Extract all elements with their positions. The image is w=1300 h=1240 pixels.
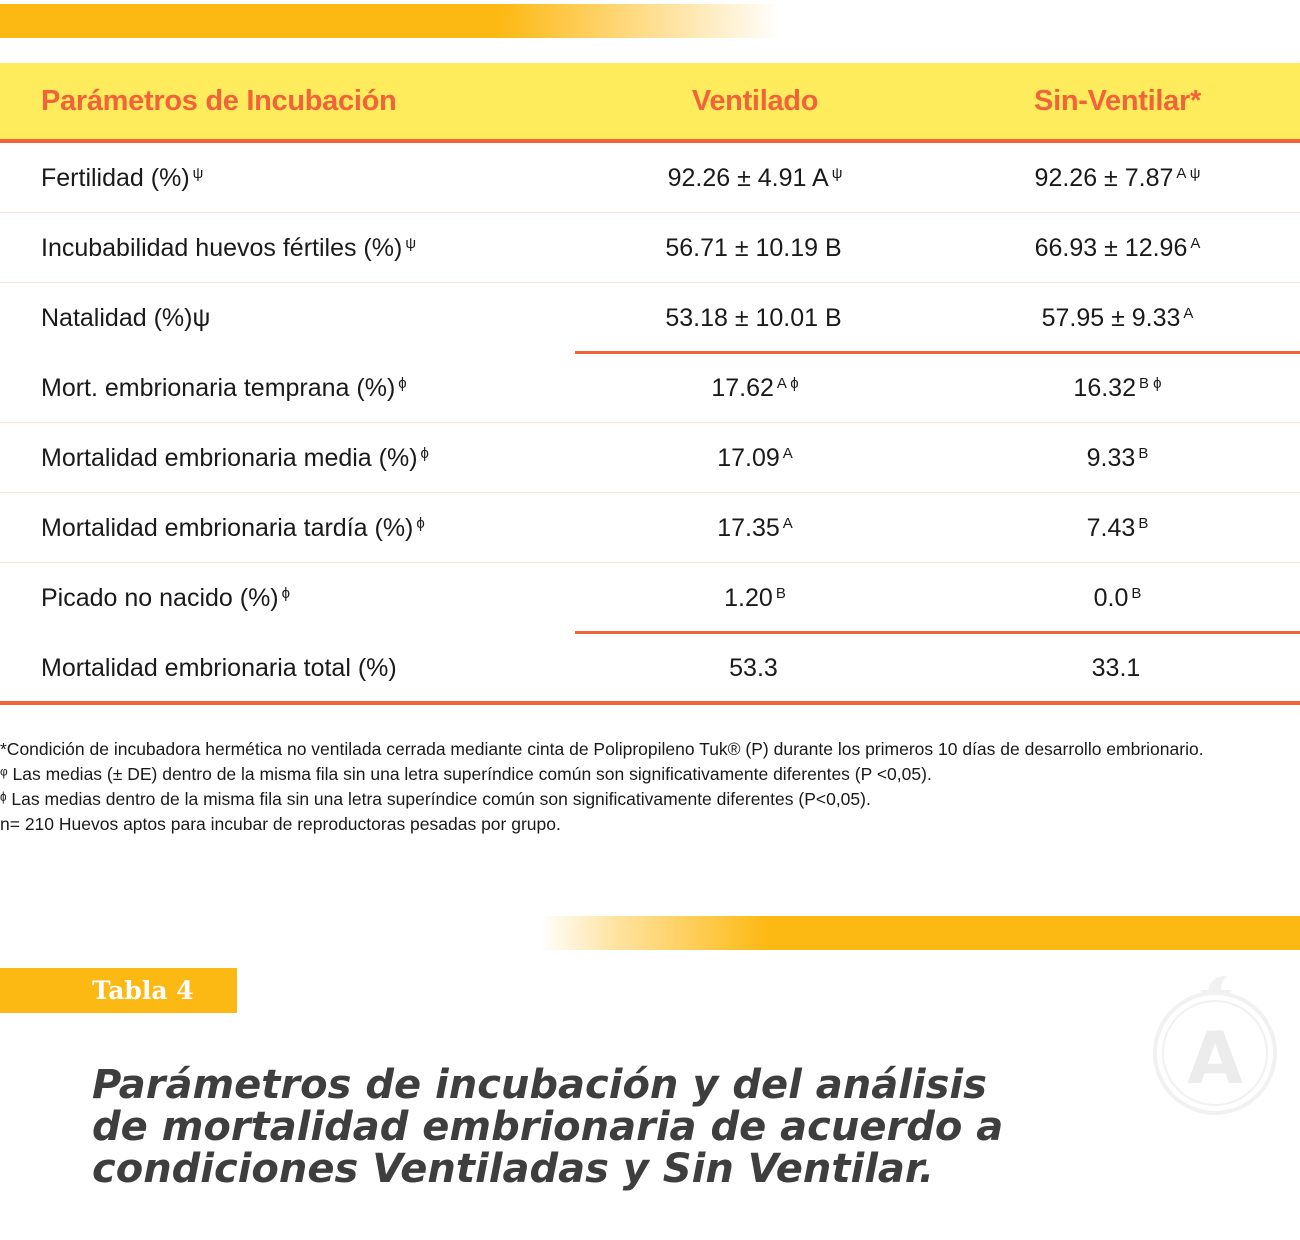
row-param-text: Mortalidad embrionaria media (%)	[41, 443, 418, 472]
row-ventilado-text: 53.3	[729, 653, 778, 682]
row-sin-ventilar-superscript: A	[1190, 234, 1201, 252]
bottom-decorative-bar	[540, 916, 1300, 950]
row-ventilado-text: 17.09	[717, 443, 780, 472]
table-header	[0, 63, 1300, 143]
table-row	[0, 213, 1300, 283]
caption-line-3: condiciones Ventiladas y Sin Ventilar.	[92, 1146, 935, 1192]
row-sin-ventilar-superscript: A	[1183, 304, 1194, 322]
top-decorative-bar	[0, 4, 780, 38]
footnote-n: n= 210 Huevos aptos para incubar de reproductoras pesadas por grupo.	[0, 814, 561, 834]
table-caption	[92, 1062, 1004, 1192]
watermark-logo-icon	[1150, 955, 1280, 1120]
row-ventilado	[575, 444, 935, 473]
row-ventilado-text: 17.35	[717, 513, 780, 542]
row-param-text: Fertilidad (%)	[41, 163, 190, 192]
row-sin-ventilar-superscript: B	[1138, 514, 1149, 532]
row-sin-ventilar	[935, 654, 1300, 683]
row-ventilado	[575, 584, 935, 613]
row-ventilado	[575, 374, 935, 403]
row-sin-ventilar	[935, 164, 1300, 193]
row-sin-ventilar-superscript: B ϕ	[1138, 374, 1162, 392]
row-ventilado-text: 92.26 ± 4.91 A	[667, 163, 829, 192]
row-sin-ventilar	[935, 514, 1300, 543]
incubation-table	[0, 63, 1300, 703]
table-row	[0, 493, 1300, 563]
table-body	[0, 143, 1300, 703]
row-sin-ventilar-text: 0.0	[1093, 583, 1129, 612]
row-ventilado	[575, 654, 935, 683]
header-parametros: Parámetros de Incubación	[41, 84, 397, 117]
row-param-text: Incubabilidad huevos fértiles (%)	[41, 233, 403, 262]
row-ventilado	[575, 164, 935, 193]
row-sin-ventilar-text: 7.43	[1086, 513, 1136, 542]
row-param-superscript: ϕ	[416, 514, 425, 532]
table-row	[0, 423, 1300, 493]
row-sin-ventilar-text: 92.26 ± 7.87	[1034, 163, 1174, 192]
row-param	[0, 164, 575, 193]
row-param	[0, 304, 575, 333]
logo-letter: A	[1187, 1016, 1243, 1100]
table-row	[0, 283, 1300, 353]
row-ventilado	[575, 234, 935, 263]
row-param-text: Natalidad (%)ψ	[41, 303, 211, 332]
table-row	[0, 633, 1300, 703]
row-param-superscript: ϕ	[420, 444, 429, 462]
row-param	[0, 234, 575, 263]
row-sin-ventilar	[935, 584, 1300, 613]
tabla-label: Tabla 4	[0, 968, 237, 1013]
row-ventilado-superscript: A	[782, 444, 793, 462]
row-param	[0, 654, 575, 683]
caption-line-2: de mortalidad embrionaria de acuerdo a	[92, 1104, 1004, 1150]
row-ventilado-superscript: ψ	[831, 164, 843, 182]
row-param-text: Mortalidad embrionaria total (%)	[41, 653, 397, 682]
row-param-text: Picado no nacido (%)	[41, 583, 279, 612]
row-sin-ventilar-text: 57.95 ± 9.33	[1041, 303, 1181, 332]
row-param	[0, 444, 575, 473]
row-ventilado-text: 53.18 ± 10.01 B	[665, 303, 842, 332]
header-sin-ventilar: Sin-Ventilar*	[1034, 84, 1201, 117]
header-ventilado: Ventilado	[691, 84, 819, 117]
row-ventilado-superscript: A	[782, 514, 793, 532]
row-sin-ventilar	[935, 234, 1300, 263]
row-ventilado-superscript: A ϕ	[776, 374, 799, 392]
row-sin-ventilar-text: 9.33	[1086, 443, 1136, 472]
row-sin-ventilar	[935, 374, 1300, 403]
row-ventilado-text: 17.62	[711, 373, 774, 402]
row-sin-ventilar-text: 33.1	[1091, 653, 1141, 682]
row-ventilado-superscript: B	[775, 584, 786, 602]
row-sin-ventilar-text: 16.32	[1073, 373, 1136, 402]
row-sin-ventilar-superscript: A ψ	[1176, 164, 1201, 182]
row-sin-ventilar-superscript: B	[1131, 584, 1142, 602]
row-param-text: Mort. embrionaria temprana (%)	[41, 373, 396, 402]
row-param-superscript: ψ	[192, 164, 204, 182]
row-param-superscript: ψ	[405, 234, 417, 252]
row-ventilado	[575, 304, 935, 333]
footnote-psi: ᵠ Las medias (± DE) dentro de la misma fila sin una letra superíndice común son significativamente diferentes (P <0,05).	[0, 764, 932, 784]
caption-line-1: Parámetros de incubación y del análisis	[92, 1062, 987, 1108]
row-param	[0, 514, 575, 543]
row-ventilado-text: 1.20	[724, 583, 773, 612]
table-footnotes	[0, 737, 1260, 837]
row-sin-ventilar-superscript: B	[1138, 444, 1149, 462]
footnote-asterisk: *Condición de incubadora hermética no ventilada cerrada mediante cinta de Polipropileno Tuk® (P) durante los primeros 10 días de desarrollo embrionario.	[0, 739, 1204, 759]
row-sin-ventilar	[935, 444, 1300, 473]
row-param-superscript: ϕ	[398, 374, 407, 392]
footnote-phi: ᶲ Las medias dentro de la misma fila sin una letra superíndice común son significativamente diferentes (P<0,05).	[0, 789, 871, 809]
table-row	[0, 563, 1300, 633]
row-ventilado-text: 56.71 ± 10.19 B	[665, 233, 842, 262]
row-ventilado	[575, 514, 935, 543]
row-sin-ventilar	[935, 304, 1300, 333]
row-param	[0, 584, 575, 613]
row-param-superscript: ϕ	[281, 584, 291, 602]
table-row	[0, 143, 1300, 213]
row-param	[0, 374, 575, 403]
row-param-text: Mortalidad embrionaria tardía (%)	[41, 513, 414, 542]
table-row	[0, 353, 1300, 423]
row-sin-ventilar-text: 66.93 ± 12.96	[1034, 233, 1188, 262]
